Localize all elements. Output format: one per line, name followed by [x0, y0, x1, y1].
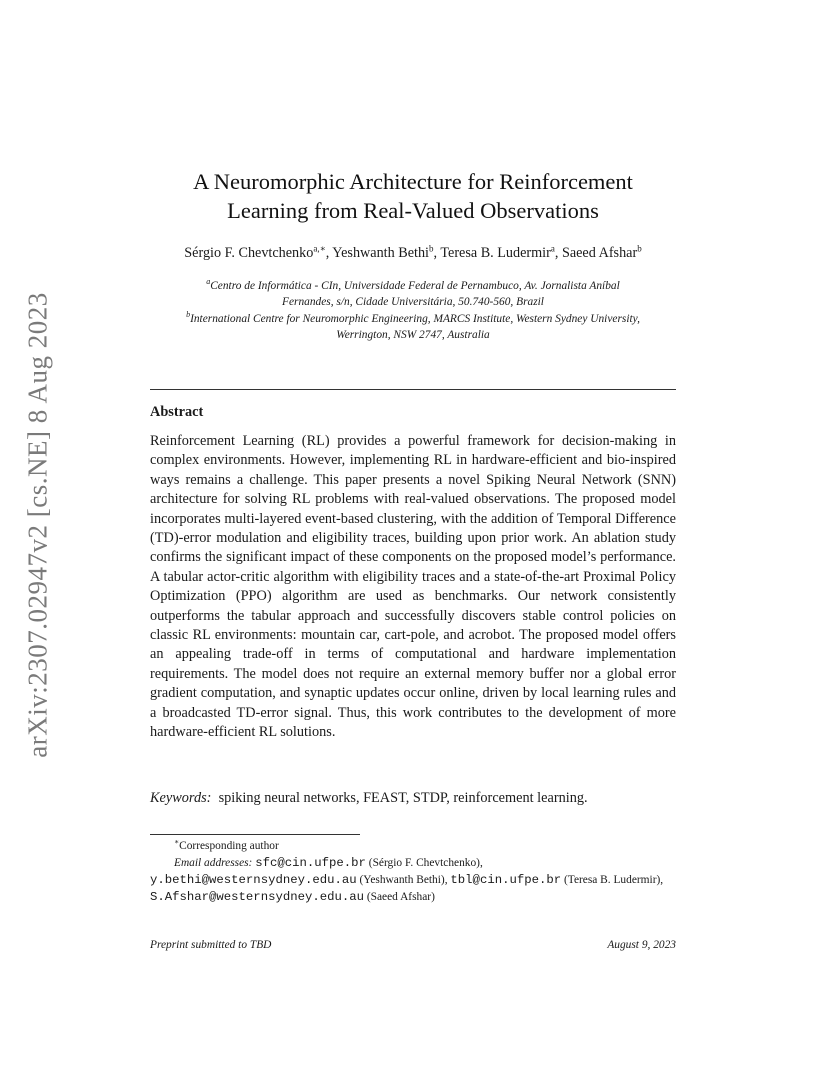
arxiv-sidebar [18, 290, 58, 760]
email-owner: (Saeed Afshar) [366, 891, 435, 903]
author-list [150, 244, 676, 262]
affiliation-mark: b [186, 309, 191, 319]
paper-title [150, 167, 676, 225]
email-owner: (Teresa B. Ludermir), [563, 874, 664, 886]
author-name: Sérgio F. Chevtchenko [184, 245, 314, 261]
keywords-text: spiking neural networks, FEAST, STDP, reinforcement learning. [218, 790, 588, 806]
affiliation-line: Werrington, NSW 2747, Australia [336, 328, 490, 341]
arxiv-identifier: arXiv:2307.02947v2 [cs.NE] 8 Aug 2023 [22, 292, 53, 758]
author-separator: , [433, 245, 441, 261]
title-line-2: Learning from Real-Valued Observations [227, 198, 599, 223]
preprint-date: August 9, 2023 [607, 939, 676, 951]
affiliation-mark: a [206, 277, 211, 287]
author-affil-mark: b [429, 243, 434, 254]
author-affil-mark: a,∗ [313, 243, 326, 254]
author-separator: , [325, 245, 333, 261]
keywords-label: Keywords: [150, 790, 212, 806]
corresponding-author-note [150, 838, 676, 855]
affiliation-line: International Centre for Neuromorphic Engineering, MARCS Institute, Western Sydney University, [190, 312, 640, 325]
author-name: Yeshwanth Bethi [332, 245, 429, 261]
keywords [150, 789, 676, 808]
affiliation-a [150, 278, 676, 311]
affiliations [150, 278, 676, 343]
author-separator: , [554, 245, 562, 261]
author-name: Teresa B. Ludermir [440, 245, 551, 261]
preprint-note: Preprint submitted to TBD [150, 939, 272, 951]
email-owner: (Yeshwanth Bethi), [359, 874, 448, 886]
footnote-divider [150, 834, 360, 835]
email-owner: (Sérgio F. Chevtchenko), [368, 857, 483, 869]
author-name: Saeed Afshar [561, 245, 638, 261]
corresponding-author-text: Corresponding author [179, 840, 279, 852]
author-affil-mark: a [550, 243, 555, 254]
abstract-text: Reinforcement Learning (RL) provides a powerful framework for decision-making in complex environments. However, implementing RL in hardware-efficient and bio-inspired ways remains a challenge. This paper presents a novel Spiking Neural Network (SNN) architecture for solving RL problems with real-valued observations. The proposed model incorporates multi-layered event-based clustering, with the addition of Temporal Difference (TD)-error modulation and eligibility traces, building upon prior work. An ablation study confirms the significant impact of these components on the proposed model’s performance. A tabular actor-critic algorithm with eligibility traces and a state-of-the-art Proximal Policy Optimization (PPO) algorithm are used as benchmarks. Our network consistently outperforms the tabular approach and successfully discovers stable control policies on classic RL environments: mountain car, cart-pole, and acrobot. The proposed model offers an appealing trade-off in terms of computational and hardware implementation requirements. The model does not require an external memory buffer nor a global error gradient computation, and synaptic updates occur online, driven by local learning rules and a broadcasted TD-error signal. Thus, this work contributes to the development of more hardware-efficient RL solutions. [150, 433, 676, 741]
email-link[interactable]: y.bethi@westernsydney.edu.au [150, 873, 357, 887]
affiliation-b [150, 311, 676, 344]
affiliation-line: Centro de Informática - CIn, Universidade Federal de Pernambuco, Av. Jornalista Aníbal [210, 280, 620, 292]
title-line-1: A Neuromorphic Architecture for Reinforcement [193, 169, 633, 194]
email-link[interactable]: S.Afshar@westernsydney.edu.au [150, 890, 365, 904]
email-label: Email addresses: [174, 857, 253, 869]
header-divider [150, 389, 676, 390]
email-addresses [150, 855, 676, 906]
footnote-mark: ∗ [174, 837, 180, 847]
author-affil-mark: b [637, 243, 642, 254]
affiliation-line: Fernandes, s/n, Cidade Universitária, 50.740-560, Brazil [282, 296, 544, 309]
email-link[interactable]: sfc@cin.ufpe.br [255, 856, 366, 870]
footnotes [150, 838, 676, 906]
abstract-heading: Abstract [150, 404, 204, 420]
email-link[interactable]: tbl@cin.ufpe.br [450, 873, 562, 887]
